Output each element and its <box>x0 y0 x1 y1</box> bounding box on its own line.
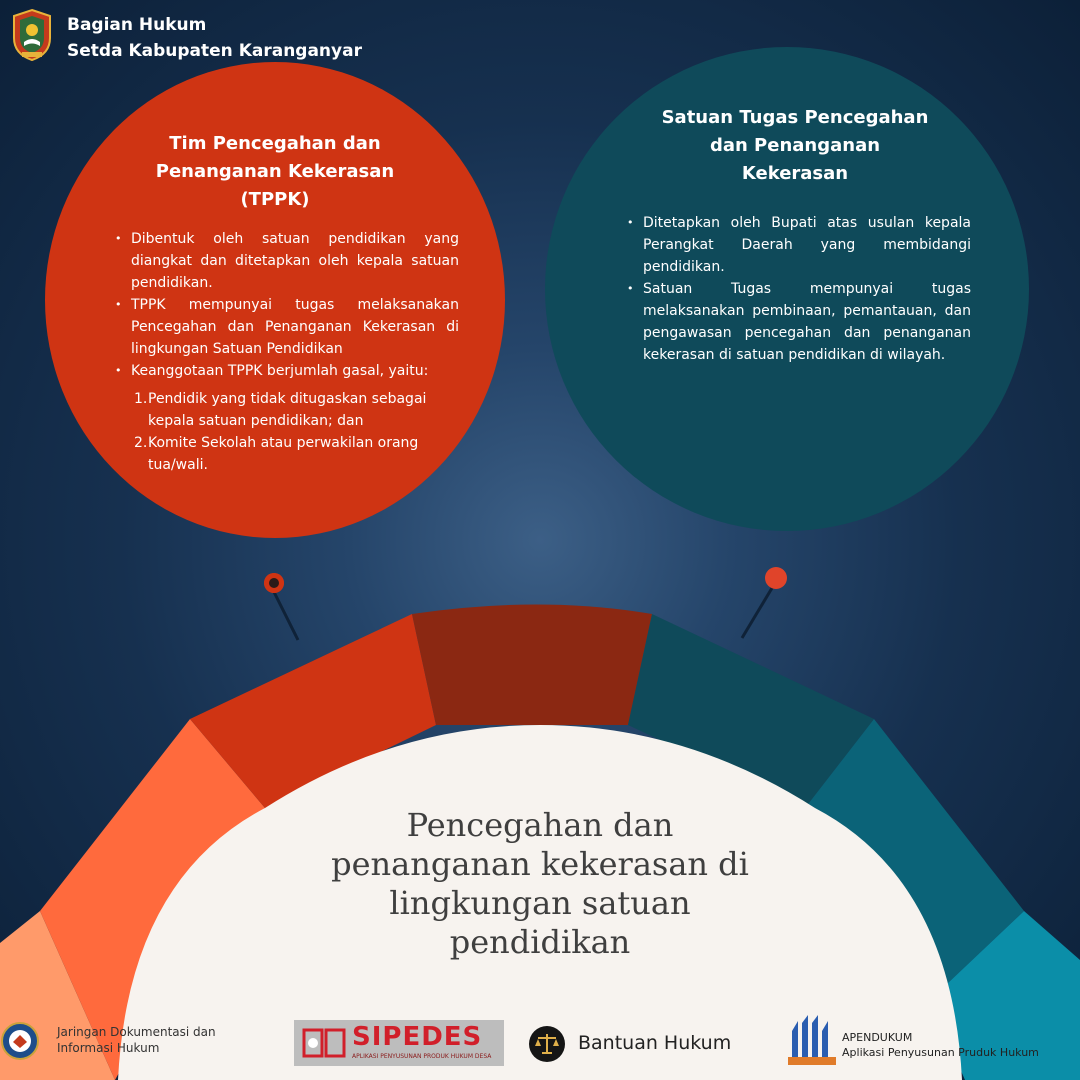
scales-icon <box>529 1026 565 1062</box>
sipedes-book-icon <box>300 1026 348 1060</box>
satgas-title-line-2: dan Penanganan <box>709 135 881 156</box>
list-item: • Satuan Tugas mempunyai tugas melaksanakan pembinaan, pemantauan, dan pengawasan pencegahan dan penanganan kekerasan di satuan pendidikan di wilayah. <box>627 278 971 366</box>
bantuan-hukum-label: Bantuan Hukum <box>578 1032 732 1054</box>
tppk-title-line-3: (TPPK) <box>240 189 310 210</box>
jdih-label <box>57 1024 216 1056</box>
list-item: • Dibentuk oleh satuan pendidikan yang diangkat dan ditetapkan oleh kepala satuan pendidikan. <box>115 228 459 294</box>
satgas-title-line-1: Satuan Tugas Pencegahan <box>661 107 929 128</box>
jdih-line-1: Jaringan Dokumentasi dan <box>57 1025 216 1039</box>
apendukum-label <box>842 1030 1039 1060</box>
org-line-2: Setda Kabupaten Karanganyar <box>67 41 362 61</box>
list-item: • TPPK mempunyai tugas melaksanakan Pencegahan dan Penanganan Kekerasan di lingkungan Satuan Pendidikan <box>115 294 459 360</box>
main-title <box>280 806 800 962</box>
list-text: Pendidik yang tidak ditugaskan sebagai kepala satuan pendidikan; dan <box>148 391 427 429</box>
main-title-line-3: lingkungan satuan <box>389 884 691 922</box>
list-item: • Keanggotaan TPPK berjumlah gasal, yaitu: <box>115 360 459 382</box>
apendukum-line-1: APENDUKUM <box>842 1031 913 1044</box>
sipedes-tagline: APLIKASI PENYUSUNAN PRODUK HUKUM DESA <box>352 1053 492 1060</box>
list-number: 2. <box>134 435 148 451</box>
jdih-line-2: Informasi Hukum <box>57 1041 160 1055</box>
sipedes-brand: SIPEDES <box>352 1022 483 1052</box>
main-title-line-1: Pencegahan dan <box>406 806 674 844</box>
org-line-1: Bagian Hukum <box>67 15 207 35</box>
list-item: • Ditetapkan oleh Bupati atas usulan kepala Perangkat Daerah yang membidangi pendidikan. <box>627 212 971 278</box>
jdih-logo-icon <box>0 1020 40 1062</box>
apendukum-logo-icon <box>786 1013 838 1069</box>
main-title-line-2: penanganan kekerasan di <box>331 845 749 883</box>
apendukum-line-2: Aplikasi Penyusunan Pruduk Hukum <box>842 1046 1039 1059</box>
satgas-title-line-3: Kekerasan <box>741 163 849 184</box>
tppk-title-line-1: Tim Pencegahan dan <box>169 133 381 154</box>
sipedes-logo <box>294 1020 504 1066</box>
main-title-line-4: pendidikan <box>449 923 631 961</box>
list-number: 1. <box>134 391 148 407</box>
tppk-title-line-2: Penanganan Kekerasan <box>155 161 395 182</box>
list-text: Komite Sekolah atau perwakilan orang tua/wali. <box>148 435 419 473</box>
arc-segment-4 <box>412 605 652 726</box>
